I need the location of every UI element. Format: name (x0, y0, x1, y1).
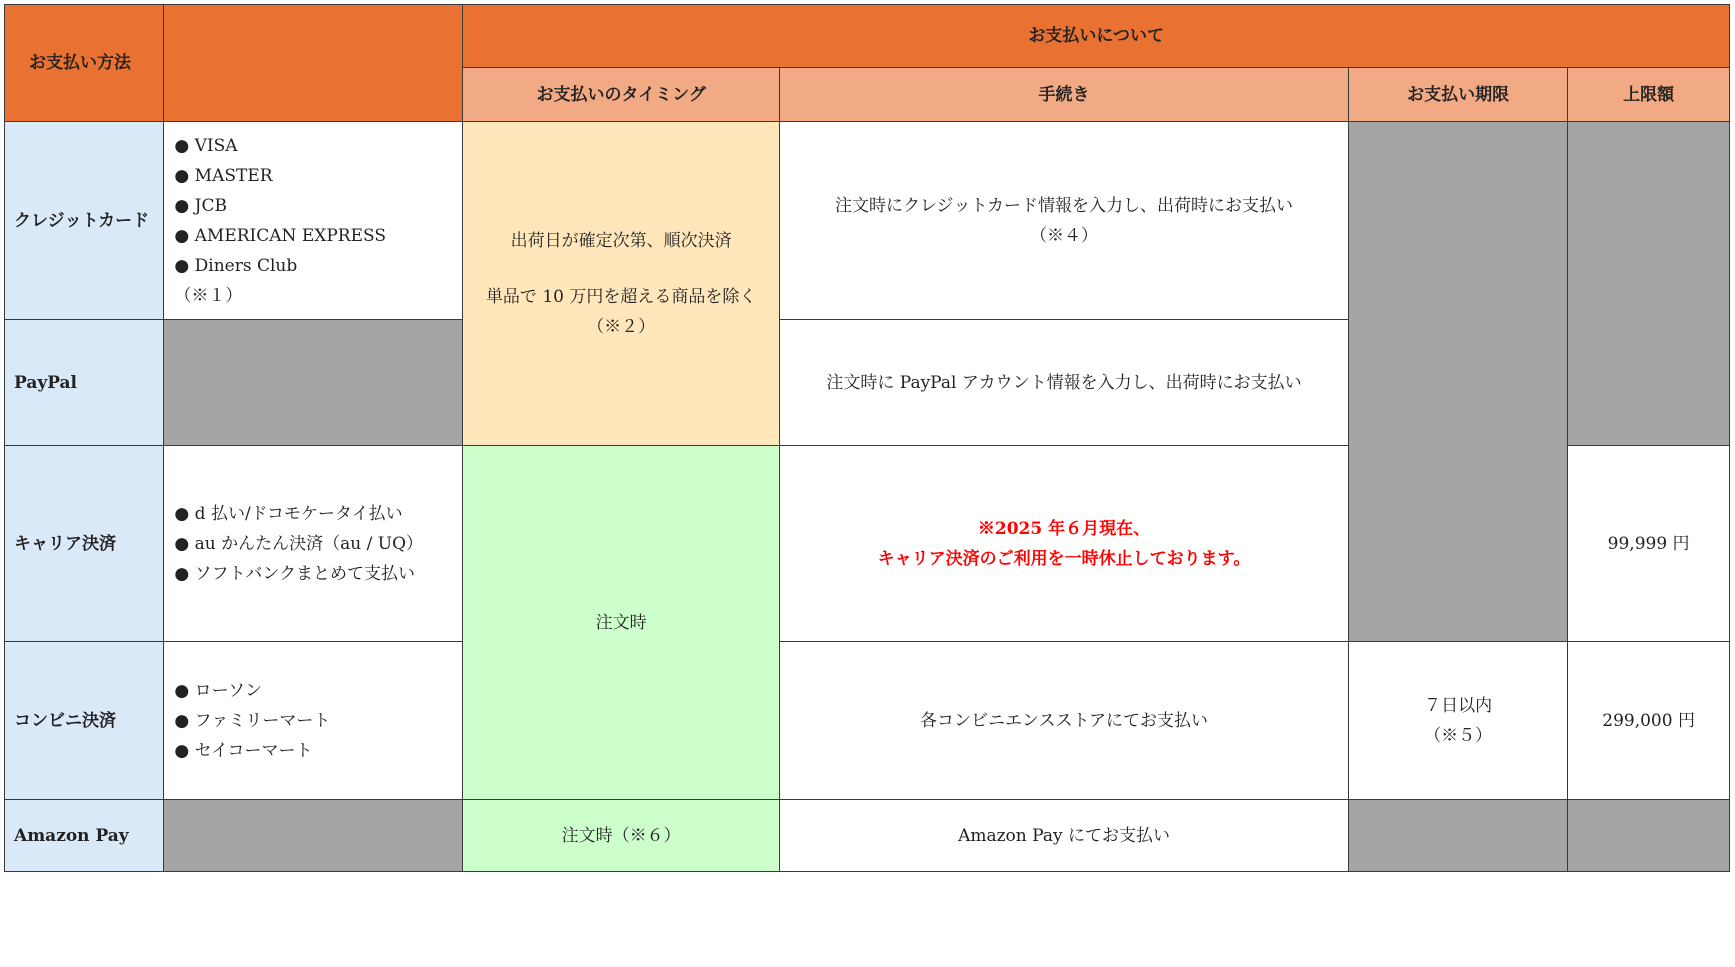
amazon-brands-na (164, 800, 463, 872)
procedure-amazon-pay: Amazon Pay にてお支払い (779, 800, 1348, 872)
limit-convenience: 299,000 円 (1568, 642, 1730, 800)
list-item: ● ローソン (174, 680, 262, 701)
list-item: ● ソフトバンクまとめて支払い (174, 563, 415, 584)
procedure-convenience: 各コンビニエンスストアにてお支払い (779, 642, 1348, 800)
payment-methods-table (4, 4, 1730, 872)
convenience-items (164, 642, 463, 800)
list-item: ● セイコーマート (174, 740, 313, 761)
header-timing: お支払いのタイミング (463, 68, 780, 122)
list-item: ● ファミリーマート (174, 710, 331, 731)
credit-card-brands (164, 122, 463, 320)
timing-shipping-settlement: 出荷日が確定次第、順次決済 単品で 10 万円を超える商品を除く （※２） (463, 122, 780, 446)
list-item: ● AMERICAN EXPRESS (174, 225, 386, 246)
header-about-payment: お支払いについて (463, 5, 1730, 68)
header-procedure: 手続き (779, 68, 1348, 122)
deadline-amazon-na (1349, 800, 1568, 872)
list-item: ● MASTER (174, 165, 273, 186)
procedure-paypal: 注文時に PayPal アカウント情報を入力し、出荷時にお支払い (779, 320, 1348, 446)
list-item: ● d 払い/ドコモケータイ払い (174, 503, 403, 524)
row-name-convenience: コンビニ決済 (5, 642, 164, 800)
header-deadline: お支払い期限 (1349, 68, 1568, 122)
deadline-convenience: ７日以内 （※５） (1349, 642, 1568, 800)
row-name-credit-card: クレジットカード (5, 122, 164, 320)
list-item: ● Diners Club (174, 255, 298, 276)
limit-na (1568, 122, 1730, 446)
list-item: ● JCB (174, 195, 227, 216)
limit-amazon-na (1568, 800, 1730, 872)
list-item: ● VISA (174, 135, 238, 156)
procedure-credit-card: 注文時にクレジットカード情報を入力し、出荷時にお支払い （※４） (779, 122, 1348, 320)
timing-order: 注文時 (463, 446, 780, 800)
header-payment-method: お支払い方法 (5, 5, 164, 122)
carrier-suspension-notice: ※2025 年６月現在、 キャリア決済のご利用を一時休止しております。 (779, 446, 1348, 642)
limit-carrier: 99,999 円 (1568, 446, 1730, 642)
carrier-items (164, 446, 463, 642)
timing-amazon-pay: 注文時（※６） (463, 800, 780, 872)
row-name-carrier: キャリア決済 (5, 446, 164, 642)
row-name-amazon-pay: Amazon Pay (5, 800, 164, 872)
list-item: （※１） (174, 285, 243, 306)
list-item: ● au かんたん決済（au / UQ） (174, 533, 424, 554)
header-limit: 上限額 (1568, 68, 1730, 122)
header-blank (164, 5, 463, 122)
deadline-na (1349, 122, 1568, 642)
row-name-paypal: PayPal (5, 320, 164, 446)
paypal-brands-na (164, 320, 463, 446)
